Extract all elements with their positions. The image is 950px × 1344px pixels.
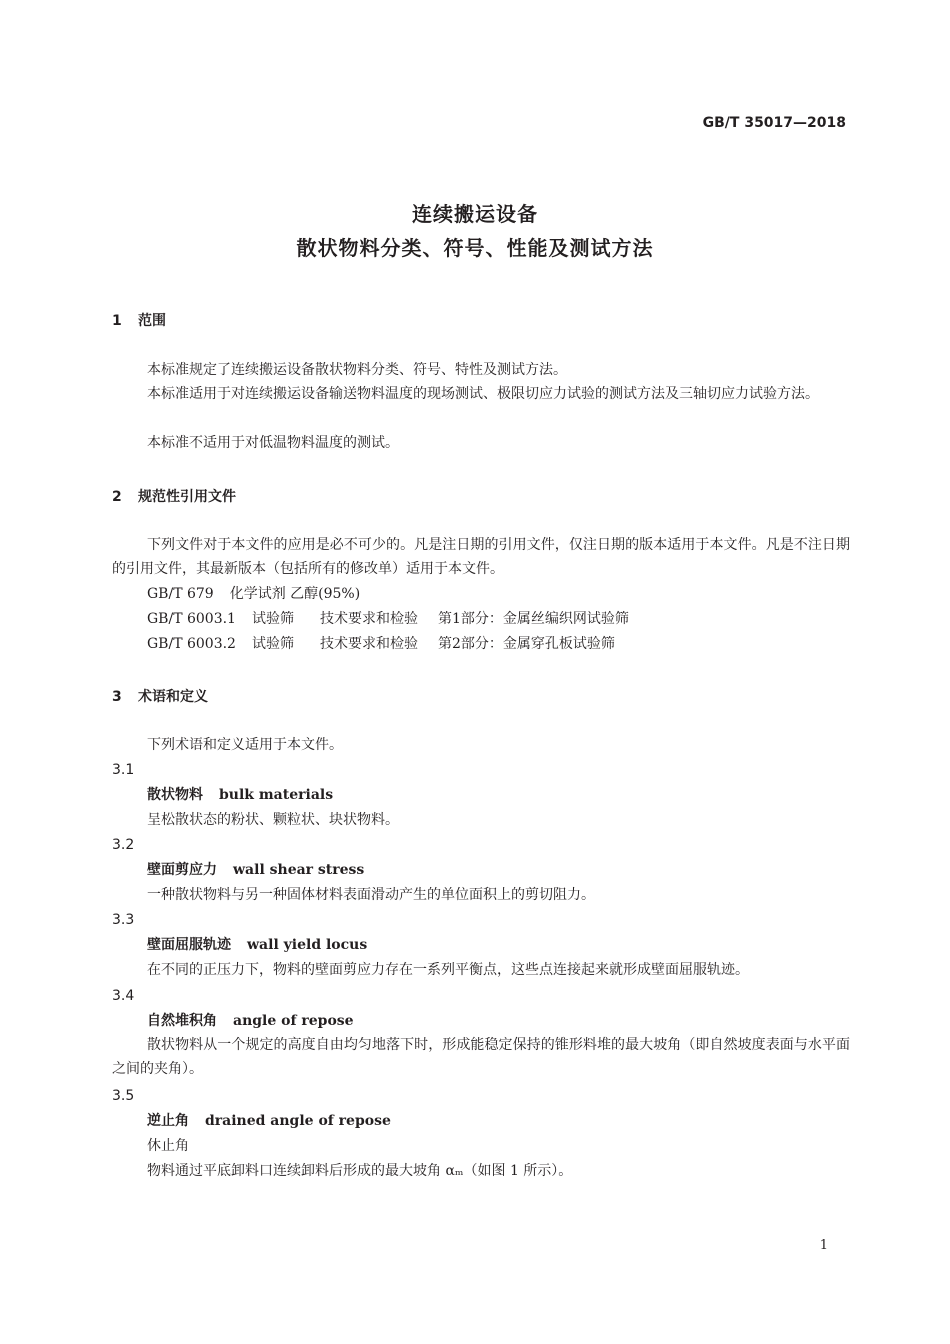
term-definition: 一种散状物料与另一种固体材料表面滑动产生的单位面积上的剪切阻力。 bbox=[147, 887, 595, 903]
term-heading bbox=[147, 935, 367, 955]
term-definition: 物料通过平底卸料口连续卸料后形成的最大坡角 αₘ（如图 1 所示）。 bbox=[147, 1163, 573, 1179]
section-2-intro: 下列文件对于本文件的应用是必不可少的。凡是注日期的引用文件，仅注日期的版本适用于本文件。凡是不注日期的引用文件，其最新版本（包括所有的修改单）适用于本文件。 bbox=[112, 537, 850, 577]
term-heading bbox=[147, 860, 364, 880]
section-1-paragraph-1: 本标准规定了连续搬运设备散状物料分类、符号、特性及测试方法。 bbox=[147, 362, 567, 378]
reference-item bbox=[147, 584, 360, 604]
section-2-heading bbox=[112, 486, 236, 506]
document-title-line2: 散状物料分类、符号、性能及测试方法 bbox=[296, 236, 654, 260]
reference-title-part2: 技术要求和检验 bbox=[319, 636, 418, 652]
section-3-heading bbox=[112, 686, 208, 706]
section-3-intro: 下列术语和定义适用于本文件。 bbox=[147, 737, 343, 753]
term-definition: 在不同的正压力下，物料的壁面剪应力存在一系列平衡点，这些点连接起来就形成壁面屈服轨迹。 bbox=[147, 962, 749, 978]
term-heading bbox=[147, 1011, 354, 1031]
standard-code: GB/T 35017—2018 bbox=[702, 115, 846, 131]
term-chinese: 自然堆积角 bbox=[147, 1013, 217, 1029]
reference-title-part3: 第2部分：金属穿孔板试验筛 bbox=[437, 636, 615, 652]
section-1-paragraph-3: 本标准不适用于对低温物料温度的测试。 bbox=[147, 435, 399, 451]
reference-title-part1: 试验筛 bbox=[251, 611, 294, 627]
reference-title-part1: 试验筛 bbox=[251, 636, 294, 652]
term-number: 3.5 bbox=[112, 1088, 135, 1104]
reference-code: GB/T 6003.1 bbox=[147, 611, 236, 627]
term-chinese: 壁面剪应力 bbox=[147, 862, 217, 878]
section-title: 范围 bbox=[138, 313, 166, 329]
section-number: 1 bbox=[112, 313, 122, 329]
section-1-heading bbox=[112, 310, 166, 330]
reference-code: GB/T 6003.2 bbox=[147, 636, 236, 652]
term-heading bbox=[147, 1111, 391, 1131]
term-heading bbox=[147, 785, 333, 805]
term-chinese: 散状物料 bbox=[147, 787, 203, 803]
term-english: angle of repose bbox=[233, 1013, 354, 1029]
term-synonym: 休止角 bbox=[147, 1138, 189, 1154]
reference-code: GB/T 679 bbox=[147, 586, 214, 602]
term-english: bulk materials bbox=[219, 787, 334, 803]
reference-title-part3: 第1部分：金属丝编织网试验筛 bbox=[437, 611, 629, 627]
reference-title-part2: 技术要求和检验 bbox=[319, 611, 418, 627]
section-title: 术语和定义 bbox=[138, 689, 208, 705]
term-definition: 散状物料从一个规定的高度自由均匀地落下时，形成能稳定保持的锥形料堆的最大坡角（即自然坡度表面与水平面之间的夹角）。 bbox=[112, 1037, 850, 1077]
reference-title: 化学试剂 乙醇(95%) bbox=[229, 586, 361, 602]
term-english: wall yield locus bbox=[247, 937, 368, 953]
section-1-paragraph-2: 本标准适用于对连续搬运设备输送物料温度的现场测试、极限切应力试验的测试方法及三轴切应力试验方法。 bbox=[147, 386, 819, 402]
document-title-line1: 连续搬运设备 bbox=[412, 202, 538, 226]
term-english: wall shear stress bbox=[233, 862, 365, 878]
term-number: 3.4 bbox=[112, 988, 135, 1004]
term-chinese: 壁面屈服轨迹 bbox=[147, 937, 231, 953]
section-number: 2 bbox=[112, 489, 122, 505]
reference-item bbox=[147, 609, 629, 629]
section-number: 3 bbox=[112, 689, 122, 705]
term-number: 3.1 bbox=[112, 762, 135, 778]
term-english: drained angle of repose bbox=[205, 1113, 391, 1129]
reference-item bbox=[147, 634, 615, 654]
term-number: 3.2 bbox=[112, 837, 135, 853]
page-number: 1 bbox=[819, 1238, 828, 1253]
section-title: 规范性引用文件 bbox=[138, 489, 236, 505]
term-chinese: 逆止角 bbox=[147, 1113, 189, 1129]
term-number: 3.3 bbox=[112, 912, 135, 928]
term-definition: 呈松散状态的粉状、颗粒状、块状物料。 bbox=[147, 812, 399, 828]
